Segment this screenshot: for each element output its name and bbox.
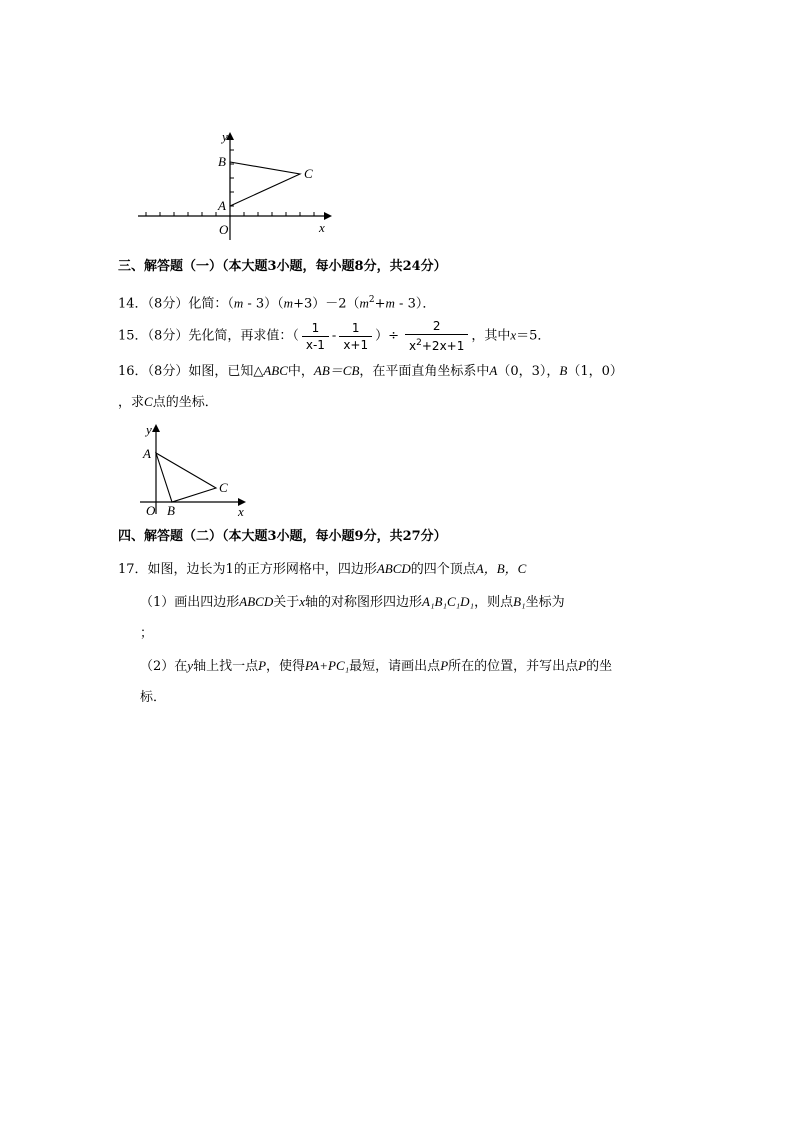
fraction-2	[339, 320, 372, 353]
denominator-part: x	[409, 339, 417, 353]
fraction-1	[302, 320, 329, 353]
q17-var: A₁B₁C₁D₁	[422, 594, 475, 609]
q15-text: 先化简，再求值：（	[188, 328, 299, 344]
question-17-part-2-end	[140, 689, 166, 707]
fraction-numerator: 1	[339, 320, 372, 337]
question-16-line-1	[118, 362, 623, 381]
q15-number: 15．	[118, 328, 148, 344]
question-17-part-1	[140, 593, 565, 612]
question-14	[118, 291, 435, 313]
q14-score: （8分）	[147, 296, 189, 312]
q14-text: - 3）（	[243, 296, 284, 312]
fraction-3	[405, 318, 468, 354]
q15-text: ，其中	[471, 328, 511, 344]
q16-text: ，在平面直角坐标系中	[359, 364, 490, 379]
q17-var: B₁	[513, 594, 526, 609]
label-a: A	[218, 198, 226, 213]
q16-score: （8分）	[147, 364, 189, 379]
triangle-abc	[156, 453, 216, 502]
q17-text: ；	[140, 626, 154, 641]
label-y: y	[146, 422, 152, 437]
q17-var: P	[440, 658, 449, 673]
q17-text: ，则点	[474, 595, 514, 610]
q14-text: 化简：（	[188, 296, 234, 312]
q14-text: +	[374, 296, 386, 312]
q14-text: +3）－2（	[293, 296, 360, 312]
q17-text: （1）画出四边形	[140, 595, 240, 610]
q16-text: （0，3），	[497, 364, 560, 379]
x-axis-arrow	[324, 212, 332, 220]
q17-var: ABCD	[239, 594, 274, 609]
fraction-denominator: x+1	[343, 337, 369, 352]
q14-exponent: 2	[368, 295, 375, 305]
q16-var: B	[559, 363, 568, 378]
q17-text: 轴的对称图形四边形	[305, 595, 423, 610]
q17-var: ABCD	[376, 561, 411, 576]
q16-text: 点的坐标．	[152, 395, 218, 410]
q17-text: 所在的位置，并写出点	[448, 659, 579, 674]
question-17-part-1-end	[140, 625, 153, 643]
q17-text: 坐标为	[525, 595, 565, 610]
fraction-denominator	[405, 335, 468, 354]
q17-var: PA+PC₁	[305, 658, 350, 673]
q17-text: 如图，边长为1的正方形网格中，四边形	[147, 562, 377, 577]
q16-var: C	[144, 394, 153, 409]
fraction-numerator: 1	[302, 320, 329, 337]
q14-var: m	[283, 295, 294, 311]
denominator-exponent: 2	[416, 338, 422, 348]
q14-text: - 3）．	[394, 296, 436, 312]
q17-var: y	[187, 658, 194, 673]
q14-var: m	[385, 295, 395, 311]
label-y: y	[222, 129, 228, 144]
label-b: B	[218, 154, 226, 169]
figure-2-coordinate-graph	[138, 420, 256, 520]
division-sign: ）÷	[375, 328, 400, 344]
q17-text: 最短，请画出点	[349, 659, 441, 674]
label-origin: O	[146, 503, 156, 518]
q17-text: （2）在	[140, 659, 188, 674]
q16-text: ，求	[118, 395, 145, 410]
y-axis-arrow	[152, 424, 160, 432]
q17-text: 关于	[273, 595, 300, 610]
q14-var: m	[233, 295, 244, 311]
q17-text: 的四个顶点	[410, 562, 476, 577]
q17-var: P	[578, 658, 587, 673]
fraction-denominator: x-1	[305, 337, 325, 352]
question-17-part-2	[140, 657, 612, 676]
label-c: C	[304, 166, 313, 181]
q16-text: 如图，已知△	[188, 364, 264, 379]
fraction-numerator: 2	[405, 318, 468, 335]
q15-var: x	[510, 327, 517, 343]
minus-sign: -	[331, 328, 337, 344]
label-c: C	[219, 480, 228, 495]
denominator-part: +2x+1	[421, 339, 465, 353]
question-17-line-1	[118, 560, 526, 579]
label-b: B	[167, 503, 175, 518]
figure-1-coordinate-graph	[130, 128, 340, 243]
triangle-abc	[230, 162, 300, 206]
label-x: x	[238, 504, 244, 519]
q17-text: 标．	[140, 690, 167, 705]
label-a: A	[143, 446, 151, 461]
q17-text: 的坐	[586, 659, 613, 674]
q16-var: AB＝CB	[313, 363, 360, 378]
section-3-heading: 三、解答题（一）（本大题3小题，每小题8分，共24分）	[118, 259, 447, 274]
q17-text: ，使得	[266, 659, 306, 674]
section-4-heading: 四、解答题（二）（本大题3小题，每小题9分，共27分）	[118, 529, 447, 544]
question-16-line-2	[118, 393, 218, 412]
q15-value: ＝5．	[516, 328, 551, 344]
q16-text: 中，	[287, 364, 314, 379]
q17-number: 17．	[118, 562, 148, 577]
label-origin: O	[219, 222, 229, 237]
q16-text: （1，0）	[567, 364, 623, 379]
q15-score: （8分）	[147, 328, 189, 344]
q17-var: A，B，C	[475, 561, 527, 576]
label-x: x	[319, 220, 325, 235]
q17-text: 轴上找一点	[193, 659, 259, 674]
question-15	[118, 318, 550, 354]
q14-number: 14．	[118, 296, 148, 312]
q16-var: ABC	[263, 363, 288, 378]
q16-number: 16．	[118, 364, 148, 379]
q17-var: P	[258, 658, 267, 673]
q17-var: x	[299, 594, 306, 609]
q16-var: A	[489, 363, 498, 378]
q14-var: m	[359, 295, 369, 311]
